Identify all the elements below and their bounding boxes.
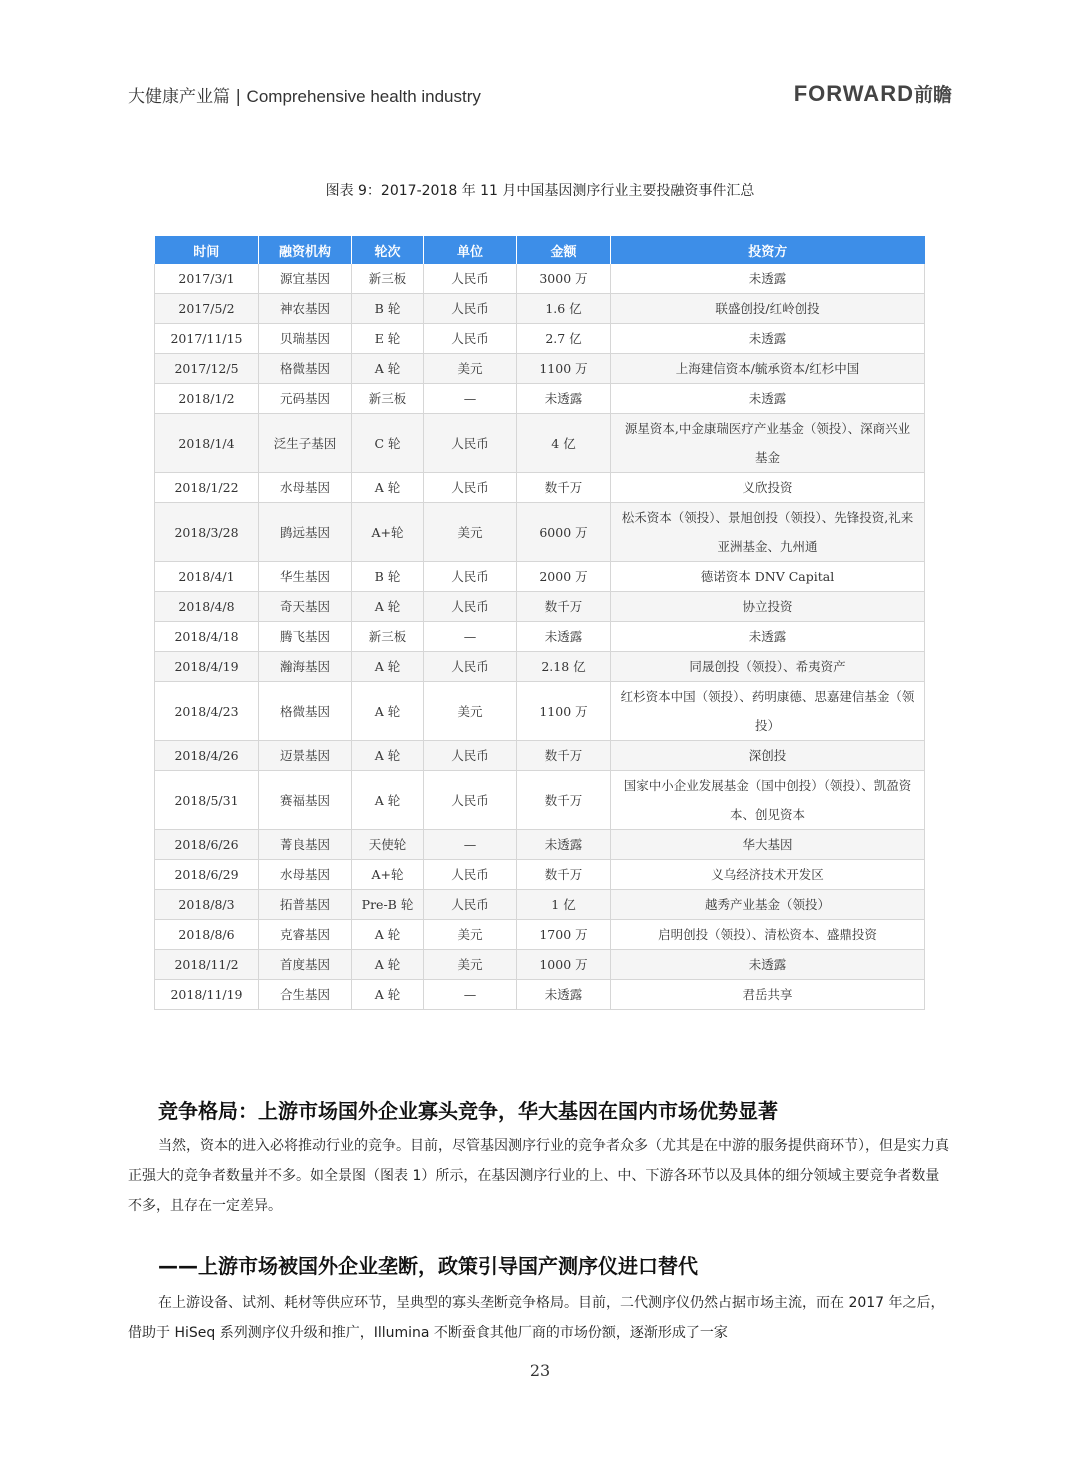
cell-amount: 1.6 亿 [517,294,611,324]
cell-company: 贝瑞基因 [259,324,352,354]
cell-currency: — [424,830,517,860]
cell-round: A 轮 [352,473,424,503]
cell-time: 2018/1/22 [155,473,259,503]
table-row [155,354,925,384]
cell-currency: 人民币 [424,592,517,622]
cell-amount: 数千万 [517,741,611,771]
cell-amount: 2000 万 [517,562,611,592]
cell-currency: 人民币 [424,324,517,354]
cell-amount: 未透露 [517,622,611,652]
cell-company: 合生基因 [259,980,352,1010]
cell-amount: 数千万 [517,592,611,622]
cell-currency: 美元 [424,682,517,741]
table-row [155,980,925,1010]
cell-amount: 1000 万 [517,950,611,980]
cell-currency: 人民币 [424,473,517,503]
cell-round: A+轮 [352,860,424,890]
cell-time: 2018/8/6 [155,920,259,950]
cell-amount: 未透露 [517,384,611,414]
cell-company: 迈景基因 [259,741,352,771]
cell-time: 2017/3/1 [155,264,259,294]
cell-round: A 轮 [352,354,424,384]
cell-investors: 未透露 [611,264,925,294]
cell-time: 2018/4/8 [155,592,259,622]
cell-company: 拓普基因 [259,890,352,920]
cell-amount: 3000 万 [517,264,611,294]
cell-round: A 轮 [352,652,424,682]
cell-amount: 2.7 亿 [517,324,611,354]
cell-currency: 人民币 [424,414,517,473]
cell-company: 腾飞基因 [259,622,352,652]
table-row [155,890,925,920]
cell-round: C 轮 [352,414,424,473]
header-title [128,82,481,107]
cell-amount: 1100 万 [517,354,611,384]
table-row [155,562,925,592]
table-row [155,622,925,652]
header-separator: | [235,87,242,107]
table-row [155,414,925,473]
forward-logo [794,80,952,107]
cell-currency: 美元 [424,950,517,980]
cell-round: 天使轮 [352,830,424,860]
table-row [155,473,925,503]
cell-round: A 轮 [352,980,424,1010]
cell-currency: — [424,622,517,652]
cell-time: 2018/6/29 [155,860,259,890]
cell-investors: 义乌经济技术开发区 [611,860,925,890]
table-row [155,503,925,562]
cell-company: 格微基因 [259,682,352,741]
header-currency: 单位 [424,236,517,264]
cell-currency: 人民币 [424,652,517,682]
cell-time: 2018/8/3 [155,890,259,920]
cell-company: 鹍远基因 [259,503,352,562]
section2-heading: ——上游市场被国外企业垄断，政策引导国产测序仪进口替代 [158,1254,698,1278]
cell-amount: 未透露 [517,980,611,1010]
cell-investors: 源星资本,中金康瑞医疗产业基金（领投）、深商兴业基金 [611,414,925,473]
cell-time: 2018/6/26 [155,830,259,860]
cell-company: 元码基因 [259,384,352,414]
cell-currency: 人民币 [424,294,517,324]
table-row [155,324,925,354]
header-title-cn: 大健康产业篇 [128,87,230,107]
cell-time: 2018/4/18 [155,622,259,652]
table-row [155,592,925,622]
cell-investors: 华大基因 [611,830,925,860]
table-row [155,920,925,950]
cell-amount: 1 亿 [517,890,611,920]
table-row [155,950,925,980]
cell-amount: 4 亿 [517,414,611,473]
header-amount: 金额 [517,236,611,264]
cell-amount: 数千万 [517,860,611,890]
section2-paragraph: 在上游设备、试剂、耗材等供应环节，呈典型的寡头垄断竞争格局。目前，二代测序仪仍然占据市场主流，而在 2017 年之后，借助于 HiSeq 系列测序仪升级和推广，Illumina 不断蚕食其他厂商的市场份额，逐渐形成了一家 [128,1295,945,1341]
cell-company: 神农基因 [259,294,352,324]
cell-investors: 未透露 [611,950,925,980]
cell-time: 2018/4/1 [155,562,259,592]
table-header-row [155,236,925,264]
cell-time: 2017/5/2 [155,294,259,324]
table-body [155,264,925,1010]
cell-time: 2018/5/31 [155,771,259,830]
cell-company: 奇天基因 [259,592,352,622]
logo-cn: 前瞻 [913,84,952,106]
cell-amount: 数千万 [517,473,611,503]
table-row [155,652,925,682]
page-number: 23 [529,1361,551,1380]
cell-currency: 人民币 [424,860,517,890]
header-company: 融资机构 [259,236,352,264]
investment-table [154,236,925,1010]
header-round: 轮次 [352,236,424,264]
cell-round: B 轮 [352,294,424,324]
cell-investors: 国家中小企业发展基金（国中创投）（领投）、凯盈资本、创见资本 [611,771,925,830]
cell-company: 水母基因 [259,860,352,890]
cell-round: A 轮 [352,592,424,622]
cell-currency: 人民币 [424,741,517,771]
cell-investors: 启明创投（领投）、清松资本、盛鼎投资 [611,920,925,950]
table-row [155,682,925,741]
cell-investors: 越秀产业基金（领投） [611,890,925,920]
table-row [155,830,925,860]
cell-round: B 轮 [352,562,424,592]
cell-investors: 红杉资本中国（领投）、药明康德、思嘉建信基金（领投） [611,682,925,741]
cell-investors: 协立投资 [611,592,925,622]
cell-investors: 松禾资本（领投）、景旭创投（领投）、先锋投资,礼来亚洲基金、九州通 [611,503,925,562]
cell-round: Pre-B 轮 [352,890,424,920]
section1-paragraph: 当然，资本的进入必将推动行业的竞争。目前，尽管基因测序行业的竞争者众多（尤其是在中游的服务提供商环节），但是实力真正强大的竞争者数量并不多。如全景图（图表 1）所示，在基因测序行业的上、中、下游各环节以及具体的细分领域主要竞争者数量不多，且存在一定差异。 [128,1138,949,1214]
cell-investors: 未透露 [611,324,925,354]
section1-heading: 竞争格局：上游市场国外企业寡头竞争，华大基因在国内市场优势显著 [158,1099,778,1123]
cell-round: E 轮 [352,324,424,354]
cell-round: A 轮 [352,741,424,771]
cell-time: 2018/11/19 [155,980,259,1010]
cell-round: A 轮 [352,771,424,830]
header-title-en: Comprehensive health industry [246,87,481,106]
cell-investors: 未透露 [611,622,925,652]
cell-round: A+轮 [352,503,424,562]
table-row [155,384,925,414]
cell-currency: 美元 [424,354,517,384]
cell-company: 水母基因 [259,473,352,503]
cell-company: 华生基因 [259,562,352,592]
cell-currency: 美元 [424,503,517,562]
cell-round: A 轮 [352,950,424,980]
cell-investors: 君岳共享 [611,980,925,1010]
cell-time: 2018/1/2 [155,384,259,414]
cell-currency: 人民币 [424,264,517,294]
cell-investors: 同晟创投（领投）、希夷资产 [611,652,925,682]
cell-investors: 深创投 [611,741,925,771]
cell-currency: 人民币 [424,562,517,592]
cell-company: 瀚海基因 [259,652,352,682]
header-investors: 投资方 [611,236,925,264]
cell-time: 2018/4/26 [155,741,259,771]
cell-time: 2018/4/23 [155,682,259,741]
cell-time: 2018/3/28 [155,503,259,562]
cell-round: 新三板 [352,384,424,414]
cell-round: 新三板 [352,264,424,294]
cell-round: A 轮 [352,920,424,950]
cell-company: 源宜基因 [259,264,352,294]
cell-investors: 上海建信资本/毓承资本/红杉中国 [611,354,925,384]
cell-currency: — [424,980,517,1010]
cell-company: 菁良基因 [259,830,352,860]
table-row [155,771,925,830]
cell-amount: 6000 万 [517,503,611,562]
table-row [155,264,925,294]
cell-round: A 轮 [352,682,424,741]
table-row [155,294,925,324]
header-time: 时间 [155,236,259,264]
cell-company: 首度基因 [259,950,352,980]
cell-time: 2018/1/4 [155,414,259,473]
table-row [155,860,925,890]
cell-investors: 联盛创投/红岭创投 [611,294,925,324]
cell-company: 格微基因 [259,354,352,384]
table-row [155,741,925,771]
cell-company: 赛福基因 [259,771,352,830]
logo-text: FORWARD [793,81,914,106]
cell-round: 新三板 [352,622,424,652]
cell-company: 泛生子基因 [259,414,352,473]
cell-company: 克睿基因 [259,920,352,950]
cell-time: 2018/11/2 [155,950,259,980]
cell-investors: 德诺资本 DNV Capital [611,562,925,592]
cell-amount: 数千万 [517,771,611,830]
cell-amount: 1700 万 [517,920,611,950]
cell-time: 2018/4/19 [155,652,259,682]
cell-time: 2017/11/15 [155,324,259,354]
cell-currency: 人民币 [424,771,517,830]
cell-amount: 未透露 [517,830,611,860]
cell-investors: 义欣投资 [611,473,925,503]
cell-currency: 人民币 [424,890,517,920]
cell-currency: 美元 [424,920,517,950]
cell-currency: — [424,384,517,414]
cell-amount: 1100 万 [517,682,611,741]
cell-amount: 2.18 亿 [517,652,611,682]
cell-investors: 未透露 [611,384,925,414]
cell-time: 2017/12/5 [155,354,259,384]
figure-caption: 图表 9：2017-2018 年 11 月中国基因测序行业主要投融资事件汇总 [325,183,755,199]
